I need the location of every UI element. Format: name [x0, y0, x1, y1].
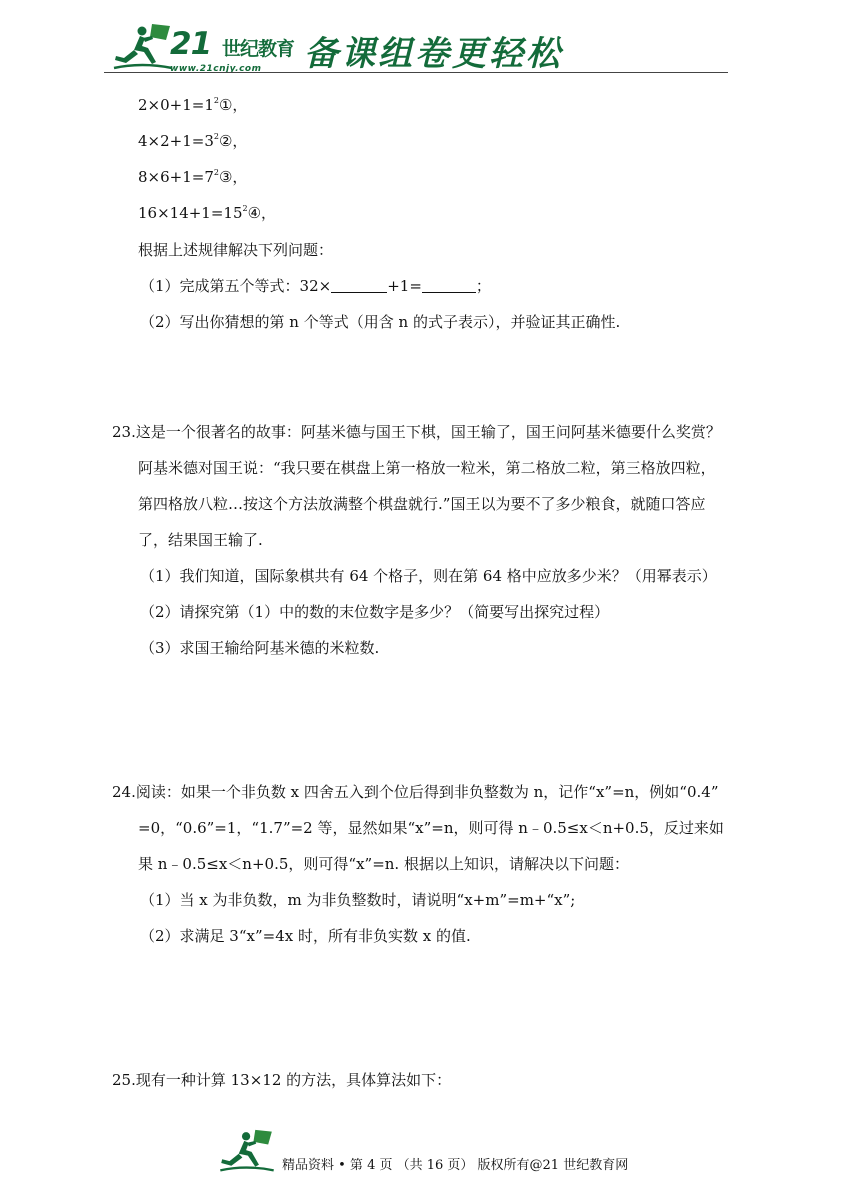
footer-text: 精品资料 • 第 4 页 （共 16 页） 版权所有@21 世纪教育网	[282, 1158, 629, 1173]
q24-stem-line-2: =0，“0.6”=1，“1.7”=2 等，显然如果“x”=n，则可得 n﹣0.5≤x＜n+0.5，反过来如	[138, 819, 724, 837]
brand-name: 世纪教育	[222, 38, 295, 60]
q22-intro: 根据上述规律解决下列问题：	[138, 241, 334, 259]
q23-stem-line-2: 阿基米德对国王说：“我只要在棋盘上第一格放一粒米，第二格放二粒，第三格放四粒，	[138, 459, 716, 477]
q23-stem-line-3: 第四格放八粒…按这个方法放满整个棋盘就行.”国王以为要不了多少粮食，就随口答应	[138, 495, 706, 513]
equation-2: $4\times 2+1=3^2②$，	[138, 132, 248, 150]
q24-part-2: （2）求满足 3“x”=4x 时，所有非负实数 x 的值.	[140, 927, 471, 945]
equation-1: $2\times 0+1=1^2①$，	[138, 96, 248, 114]
header-rule	[104, 72, 728, 73]
brand-number: 21	[170, 26, 212, 62]
answer-blank-2[interactable]	[422, 278, 476, 293]
brand-url: www.21cnjy.com	[170, 64, 262, 74]
q24-stem-line-3: 果 n﹣0.5≤x＜n+0.5，则可得“x”=n. 根据以上知识，请解决以下问题：	[138, 855, 629, 873]
q25-stem-line-1: 25.现有一种计算 13×12 的方法，具体算法如下：	[112, 1071, 452, 1089]
q22-part-2: （2）写出你猜想的第 n 个等式（用含 n 的式子表示），并验证其正确性.	[140, 313, 621, 331]
page-footer	[214, 1128, 674, 1178]
running-figure-logo-icon	[112, 22, 174, 72]
q23-stem-line-1: 23.这是一个很著名的故事：阿基米德与国王下棋，国王输了，国王问阿基米德要什么奖赏？	[112, 423, 721, 441]
q23-part-2: （2）请探究第（1）中的数的末位数字是多少？（简要写出探究过程）	[140, 603, 610, 621]
page-header	[104, 20, 728, 76]
equation-4: $16\times 14+1=15^2④$，	[138, 204, 277, 222]
q22-part-1: （1）完成第五个等式：32× +1= ；	[140, 277, 491, 295]
header-slogan: 备课组卷更轻松	[304, 34, 563, 74]
answer-blank-1[interactable]	[331, 278, 387, 293]
q23-part-3: （3）求国王输给阿基米德的米粒数.	[140, 639, 380, 657]
q24-part-1: （1）当 x 为非负数，m 为非负整数时，请说明“x+m”=m+“x”;	[140, 891, 576, 909]
q23-part-1: （1）我们知道，国际象棋共有 64 个格子，则在第 64 格中应放多少米？（用幂表示）	[140, 567, 717, 585]
equation-3: $8\times 6+1=7^2③$，	[138, 168, 248, 186]
q24-stem-line-1: 24.阅读：如果一个非负数 x 四舍五入到个位后得到非负整数为 n，记作“x”=n，例如“0.4”	[112, 783, 719, 801]
q23-stem-line-4: 了，结果国王输了.	[138, 531, 263, 549]
running-figure-logo-icon	[214, 1128, 280, 1174]
